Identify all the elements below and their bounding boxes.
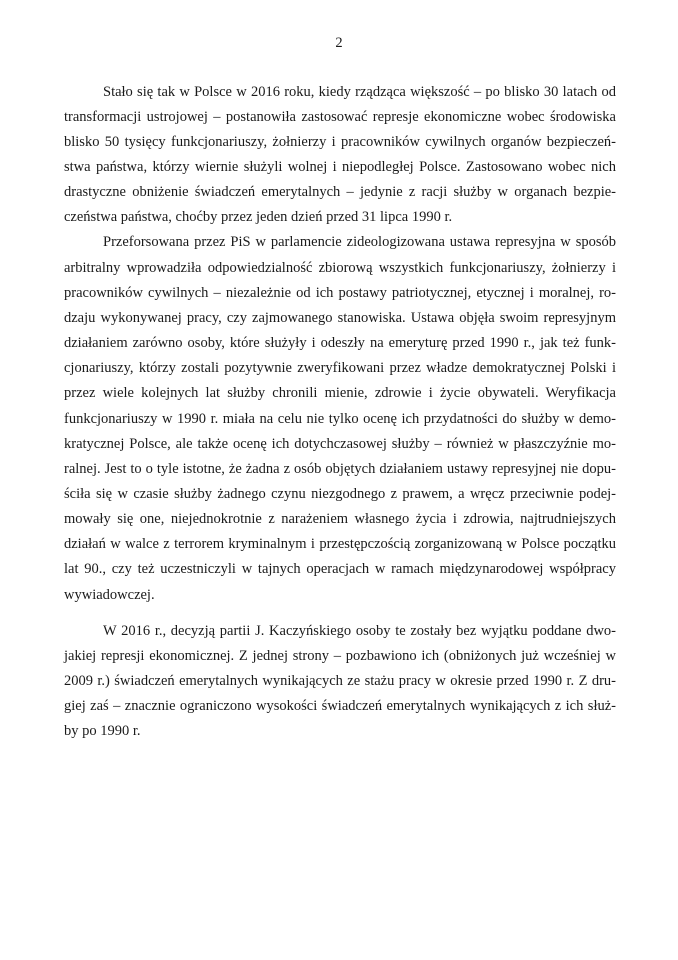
text-line: czeństwa państwa, choćby przez jeden dzień przed 31 lipca 1990 r. <box>64 209 453 226</box>
text-line: pracowników cywilnych – niezależnie od ich postawy patriotycznej, etycznej i moralnej, ro- <box>64 284 616 301</box>
text-line: funkcjonariuszy w 1990 r. miała na celu nie tylko ocenę ich przydatności do służby w demo- <box>64 410 616 427</box>
text-line: Przeforsowana przez PiS w parlamencie zideologizowana ustawa represyjna w sposób <box>103 234 616 251</box>
text-line: 2009 r.) świadczeń emerytalnych wynikających ze stażu pracy w okresie przed 1990 r. Z dru- <box>64 673 616 690</box>
text-line: transformacji ustrojowej – postanowiła zastosować represje ekonomiczne wobec środowiska <box>64 108 616 125</box>
text-line: działaniem zarówno osoby, które służyły i odeszły na emeryturę przed 1990 r., jak też funk- <box>64 335 616 352</box>
text-line: kratycznej Polsce, ale także ocenę ich dotychczasowej służby – również w płaszczyźnie mo- <box>64 435 616 452</box>
text-line: ściła się w czasie służby żadnego czynu niezgodnego z prawem, a wręcz przeciwnie podej- <box>64 486 616 502</box>
text-line: by po 1990 r. <box>64 723 141 740</box>
text-line: lat 90., czy też uczestniczyli w tajnych operacjach w ramach międzynarodowej współpracy <box>64 561 616 578</box>
text-line: działań w walce z terrorem kryminalnym i przestępczością zorganizowaną w Polsce początku <box>64 536 616 553</box>
text-line: arbitralny wprowadziła odpowiedzialność zbiorową wszystkich funkcjonariuszy, żołnierzy i <box>64 259 616 276</box>
page-number: 2 <box>335 35 343 51</box>
text-line: wywiadowczej. <box>64 586 155 603</box>
text-line: Stało się tak w Polsce w 2016 roku, kiedy rządząca większość – po blisko 30 latach od <box>103 83 616 100</box>
text-line: mowały się one, niejednokrotnie z narażeniem własnego życia i zdrowia, najtrudniejszych <box>64 511 616 528</box>
text-line: drastyczne obniżenie świadczeń emerytalnych – jedynie z racji służby w organach bezpie- <box>64 184 616 201</box>
paragraph <box>64 80 616 231</box>
text-line: ralnej. Jest to o tyle istotne, że żadna z osób objętych działaniem ustawy represyjnej nie dopu- <box>64 460 616 477</box>
text-line: W 2016 r., decyzją partii J. Kaczyńskiego osoby te zostały bez wyjątku poddane dwo- <box>103 622 616 639</box>
text-line: przez wiele kolejnych lat służby chronili mienie, zdrowie i życie obywateli. Weryfikacja <box>64 385 616 402</box>
paragraph <box>64 619 616 745</box>
text-line: stwa państwa, którzy wiernie służyli wolnej i niepodległej Polsce. Zastosowano wobec nich <box>64 158 616 175</box>
text-line: giej zaś – znacznie ograniczono wysokości świadczeń emerytalnych wynikających z ich służ- <box>64 698 616 715</box>
text-line: cjonariuszy, którzy zostali pozytywnie zweryfikowani przez władze demokratycznej Polski i <box>64 360 616 377</box>
text-line: jakiej represji ekonomicznej. Z jednej strony – pozbawiono ich (obniżonych już wcześniej w <box>64 647 616 664</box>
paragraph <box>64 230 616 607</box>
text-line: blisko 50 tysięcy funkcjonariuszy, żołnierzy i pracowników cywilnych organów bezpieczeń- <box>64 133 616 150</box>
text-line: dzaju wykonywanej pracy, czy zajmowanego stanowiska. Ustawa objęła swoim represyjnym <box>64 309 616 326</box>
document-body <box>64 80 616 745</box>
